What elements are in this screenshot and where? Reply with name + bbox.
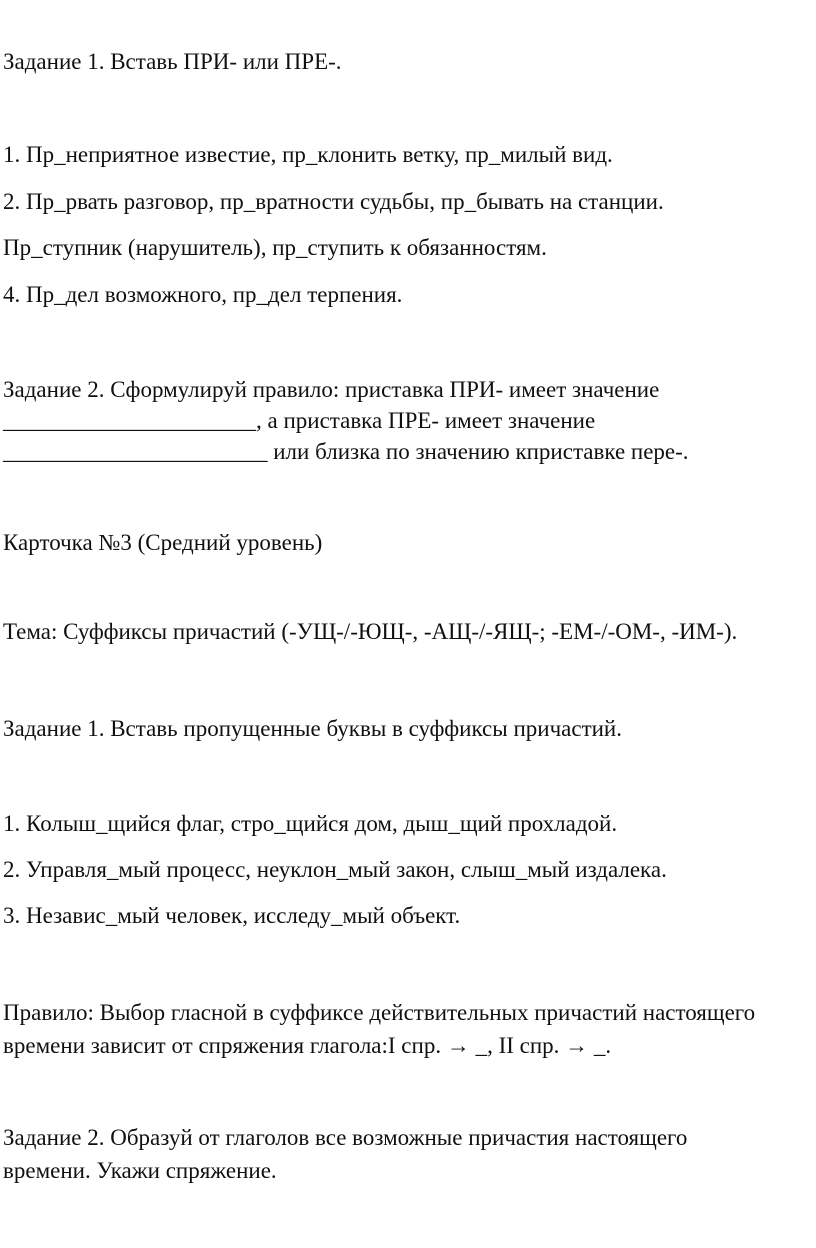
card3-task2-line-2: времени. Укажи спряжение. (3, 1158, 277, 1183)
task1-item-3: Пр_ступник (нарушитель), пр_ступить к обязанностям. (3, 235, 547, 260)
task1-heading: Задание 1. Вставь ПРИ- или ПРЕ-. (3, 49, 342, 74)
task2-blank-line-pri: ______________________, а приставка ПРЕ- имеет значение (3, 408, 596, 433)
card3-task2-paragraph (3, 1121, 810, 1187)
task1-item-2: 2. Пр_рвать разговор, пр_вратности судьбы, пр_бывать на станции. (3, 189, 664, 214)
task1-item-4: 4. Пр_дел возможного, пр_дел терпения. (3, 282, 403, 307)
card3-task2-line-1: Задание 2. Образуй от глаголов все возможные причастия настоящего (3, 1125, 688, 1150)
rule-line-1: Правило: Выбор гласной в суффиксе действительных причастий настоящего (3, 1000, 756, 1025)
rule-line-2: времени зависит от спряжения глагола:I спр. → _, II спр. → _. (3, 1033, 612, 1058)
card3-task1-item-1: 1. Колыш_щийся флаг, стро_щийся дом, дыш_щий прохладой. (3, 811, 618, 836)
card3-task1-item-2: 2. Управля_мый процесс, неуклон_мый закон, слыш_мый издалека. (3, 857, 667, 882)
task2-rule-paragraph (3, 374, 810, 467)
card-theme: Тема: Суффиксы причастий (-УЩ-/-ЮЩ-, -АЩ-/-ЯЩ-; -ЕМ-/-ОМ-, -ИМ-). (3, 619, 738, 644)
task2-blank-line-pre: _______________________ или близка по значению кприставке пере-. (3, 439, 689, 464)
card3-task1-heading: Задание 1. Вставь пропущенные буквы в суффиксы причастий. (3, 716, 622, 741)
card3-task1-item-3: 3. Независ_мый человек, исследу_мый объект. (3, 903, 461, 928)
task2-heading-line: Задание 2. Сформулируй правило: приставка ПРИ- имеет значение (3, 377, 660, 402)
task1-item-1: 1. Пр_неприятное известие, пр_клонить ветку, пр_милый вид. (3, 142, 613, 167)
rule-paragraph (3, 996, 810, 1062)
card-title: Карточка №3 (Средний уровень) (3, 530, 323, 555)
